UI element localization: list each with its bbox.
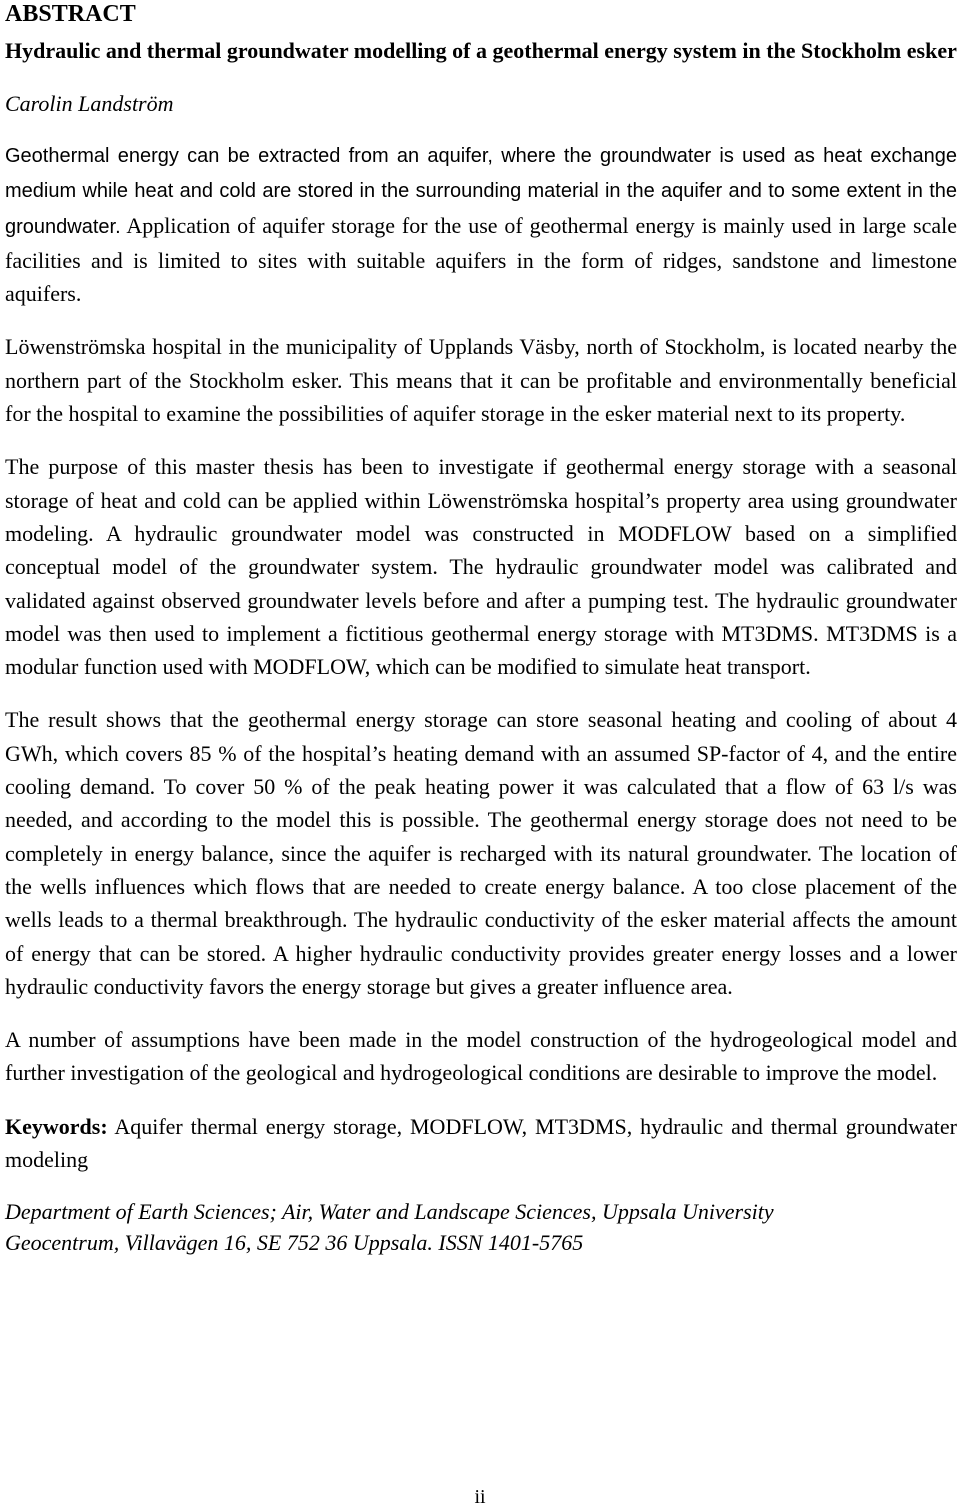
- paragraph-1-serif-text: Application of aquifer storage for the use of geothermal energy is mainly used in large scale facilities and is limited to sites with suitable aquifers in the form of ridges, sandstone and limestone aquifers.: [5, 212, 957, 307]
- paragraph-2: Löwenströmska hospital in the municipality of Upplands Väsby, north of Stockholm, is located nearby the northern part of the Stockholm esker. This means that it can be profitable and environmentally beneficial for the hospital to examine the possibilities of aquifer storage in the esker material next to its property.: [5, 334, 957, 427]
- keywords: [5, 1110, 957, 1177]
- abstract-page: [5, 0, 957, 1258]
- affiliation-line-1: Department of Earth Sciences; Air, Water and Landscape Sciences, Uppsala University: [5, 1199, 774, 1225]
- keywords-label: Keywords:: [5, 1113, 108, 1139]
- paragraph-3: The purpose of this master thesis has been to investigate if geothermal energy storage with a seasonal storage of heat and cold can be applied within Löwenströmska hospital’s property area using groundwater modeling. A hydraulic groundwater model was constructed in MODFLOW based on a simplified conceptual model of the groundwater system. The hydraulic groundwater model was calibrated and validated against observed groundwater levels before and after a pumping test. The hydraulic groundwater model was then used to implement a fictitious geothermal energy storage with MT3DMS. MT3DMS is a modular function used with MODFLOW, which can be modified to simulate heat transport.: [5, 454, 957, 680]
- paragraph-1-sans-text: Geothermal energy can be extracted from an aquifer, where the groundwater is used as heat exchange medium while heat and cold are stored in the surrounding material in the aquifer and to some extent in the groundwater.: [5, 145, 957, 238]
- abstract-heading: ABSTRACT: [5, 1, 136, 27]
- author-name: Carolin Landström: [5, 91, 174, 116]
- thesis-title: Hydraulic and thermal groundwater modelling of a geothermal energy system in the Stockholm esker: [5, 38, 957, 63]
- affiliation-line-2: Geocentrum, Villavägen 16, SE 752 36 Uppsala. ISSN 1401-5765: [5, 1230, 584, 1256]
- page-number: ii: [474, 1486, 486, 1508]
- paragraph-5: A number of assumptions have been made in the model construction of the hydrogeological model and further investigation of the geological and hydrogeological conditions are desirable to improve the model.: [5, 1027, 957, 1086]
- keywords-text: Aquifer thermal energy storage, MODFLOW, MT3DMS, hydraulic and thermal groundwater modeling: [5, 1113, 957, 1173]
- paragraph-4: The result shows that the geothermal energy storage can store seasonal heating and cooling of about 4 GWh, which covers 85 % of the hospital’s heating demand with an assumed SP-factor of 4, and the entire cooling demand. To cover 50 % of the peak heating power it was calculated that a flow of 63 l/s was needed, and according to the model this is possible. The geothermal energy storage does not need to be completely in energy balance, since the aquifer is recharged with its natural groundwater. The location of the wells influences which flows that are needed to create energy balance. A too close placement of the wells leads to a thermal breakthrough. The hydraulic conductivity of the esker material affects the amount of energy that can be stored. A higher hydraulic conductivity provides greater energy losses and a lower hydraulic conductivity favors the energy storage but gives a greater influence area.: [5, 707, 957, 999]
- paragraph-1: [5, 138, 957, 310]
